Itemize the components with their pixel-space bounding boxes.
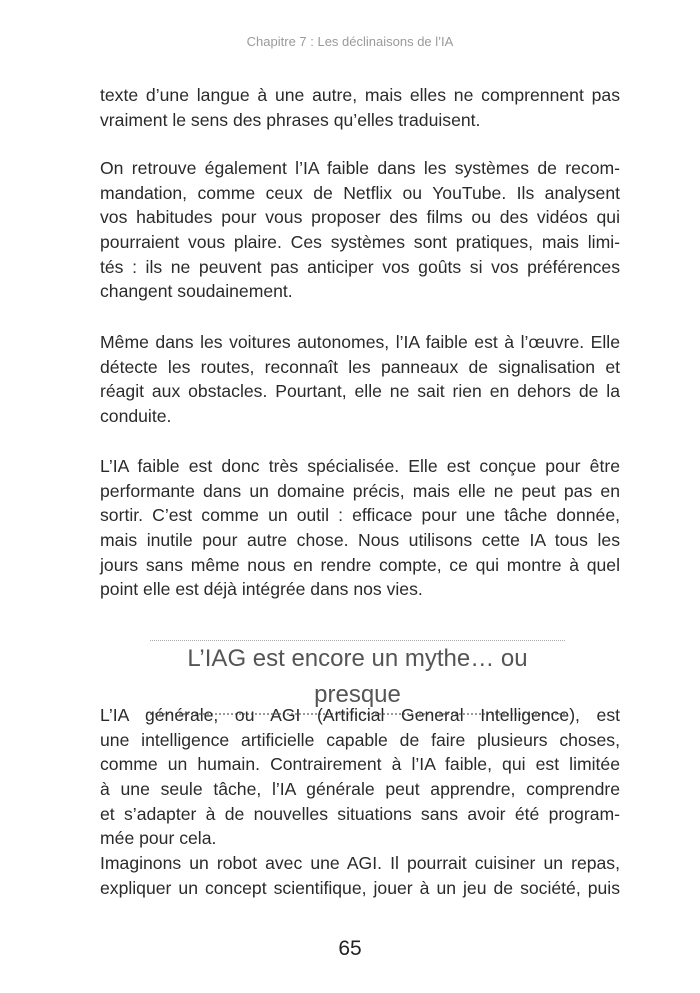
text-line: et s’adapter à de nouvelles situations sans avoir été program- (100, 803, 620, 824)
paragraph (100, 851, 620, 900)
paragraph (100, 156, 620, 304)
page-number: 65 (338, 937, 362, 960)
paragraph (100, 330, 620, 429)
text-line: conduite. (100, 406, 172, 427)
text-line: L’IA générale, ou AGI (Artificial General Intelligence), est (100, 705, 620, 725)
text-line: mais inutile pour autre chose. Nous utilisons cette IA tous les (100, 530, 620, 551)
paragraph (100, 703, 620, 851)
text-line: mandation, comme ceux de Netflix ou YouTube. Ils analysent (100, 182, 620, 203)
section-heading: L’IAG est encore un mythe… ou presque (150, 640, 565, 715)
text-line: une intelligence artificielle capable de faire plusieurs choses, (100, 729, 620, 750)
text-line: jours sans même nous en rendre compte, ce qui montre à quel (100, 554, 620, 575)
text-line: expliquer un concept scientifique, jouer à un jeu de société, puis (100, 877, 620, 898)
text-line: pourraient vous plaire. Ces systèmes sont pratiques, mais limi- (100, 232, 620, 253)
text-line: à une seule tâche, l’IA générale peut apprendre, comprendre (100, 779, 620, 800)
text-line: texte d’une langue à une autre, mais elles ne comprennent pas (100, 85, 620, 105)
text-line: mée pour cela. (100, 828, 217, 849)
text-line: comme un humain. Contrairement à l’IA faible, qui est limitée (100, 754, 620, 775)
text-line: point elle est déjà intégrée dans nos vies. (100, 579, 423, 600)
text-line: vraiment le sens des phrases qu’elles traduisent. (100, 109, 481, 130)
text-line: performante dans un domaine précis, mais elle ne peut pas en (100, 480, 620, 501)
text-line: sortir. C’est comme un outil : efficace pour une tâche donnée, (100, 505, 620, 526)
text-line: changent soudainement. (100, 281, 293, 302)
text-line: détecte les routes, reconnaît les panneaux de signalisation et (100, 356, 620, 377)
paragraph (100, 83, 620, 132)
text-line: L’IA faible est donc très spécialisée. Elle est conçue pour être (100, 456, 620, 476)
text-line: Imaginons un robot avec une AGI. Il pourrait cuisiner un repas, (100, 853, 620, 873)
text-line: réagit aux obstacles. Pourtant, elle ne sait rien en dehors de la (100, 381, 620, 402)
running-header: Chapitre 7 : Les déclinaisons de l’IA (246, 34, 454, 49)
text-line: On retrouve également l’IA faible dans les systèmes de recom- (100, 158, 620, 178)
paragraph (100, 454, 620, 602)
text-line: vos habitudes pour vous proposer des films ou des vidéos qui (100, 207, 620, 228)
text-line: Même dans les voitures autonomes, l’IA faible est à l’œuvre. Elle (100, 332, 620, 352)
text-line: tés : ils ne peuvent pas anticiper vos goûts si vos préférences (100, 256, 620, 277)
